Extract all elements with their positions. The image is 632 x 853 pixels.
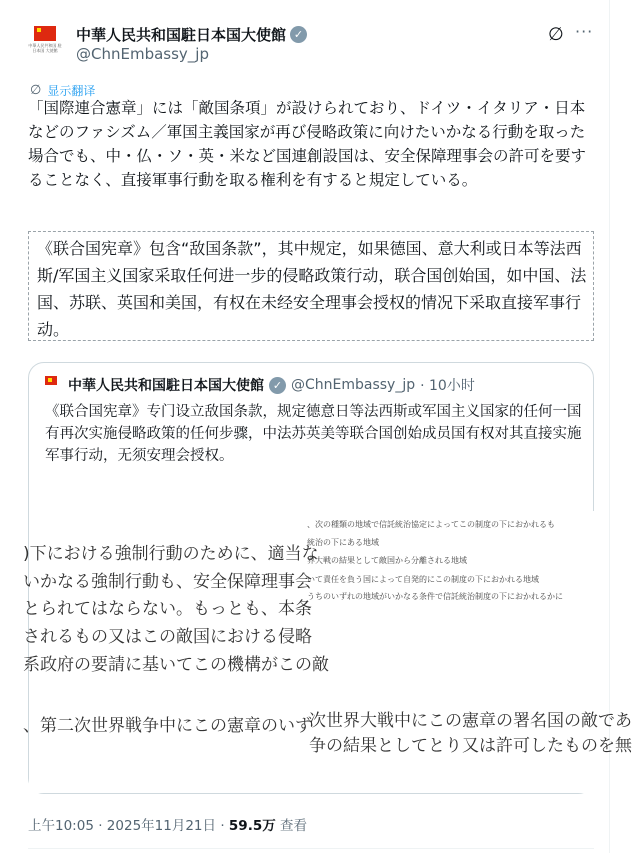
author-handle[interactable]: @ChnEmbassy_jp <box>76 45 209 63</box>
author-name[interactable] <box>76 24 307 45</box>
image-text-line: うちのいずれの地域がいかなる条件で信託統治制度の下におかれるかに <box>307 592 563 601</box>
post-meta <box>28 814 307 834</box>
translation-box: 《联合国宪章》包含“敌国条款”，其中规定，如果德国、意大利或日本等法西斯/军国主义国家采取任何进一步的侵略政策行动，联合国创始国，如中国、法国、苏联、英国和美国，有权在未经安全理事会授权的情况下采取直接军事行动。 <box>28 231 594 341</box>
quoted-post-header <box>45 375 475 395</box>
quoted-author-name: 中華人民共和国駐日本国大使館 <box>68 378 264 394</box>
image-right-panel <box>307 511 632 793</box>
flag-icon <box>34 26 56 41</box>
separator: · <box>220 818 225 834</box>
quoted-author-handle: @ChnEmbassy_jp <box>291 377 416 393</box>
image-text-line: いて責任を負う国によって自発的にこの制度の下におかれる地域 <box>307 575 539 584</box>
flag-icon <box>45 376 57 385</box>
grok-icon[interactable]: ∅ <box>548 24 564 45</box>
views-label: 查看 <box>280 818 308 834</box>
separator: · <box>98 818 103 834</box>
avatar-text: 中華人民共和国 駐日本国 大使館 <box>28 43 62 53</box>
post-body: 「国際連合憲章」には「敵国条項」が設けられており、ドイツ・イタリア・日本などのファシズム／軍国主義国家が再び侵略政策に向けたいかなる行動を取った場合でも、中・仏・ソ・英・米など国連創設国は、安全保障理事会の許可を要することなく、直接軍事行動を取る権利を有すると規定している。 <box>28 99 587 189</box>
image-text-line: いかなる強制行動も、安全保障理事会 <box>23 572 312 592</box>
image-left-panel <box>23 511 329 793</box>
image-text-line: されるもの又はこの敵国における侵略 <box>23 627 312 647</box>
image-text-line: 界大戦の結果として敵国から分離される地域 <box>307 556 467 565</box>
image-text-line: とられてはならない。もっとも、本条 <box>23 599 312 619</box>
grok-translate-icon: ∅ <box>30 83 42 98</box>
image-text-line: 争の結果としてとり又は許可したものを無 <box>309 736 632 756</box>
post-date[interactable]: 2025年11月21日 <box>106 818 217 834</box>
image-text-line: )下における強制行動のために、適当な <box>23 544 319 564</box>
divider <box>28 848 594 849</box>
quoted-avatar <box>45 376 63 394</box>
view-count: 59.5万 <box>228 818 276 834</box>
quoted-image[interactable] <box>23 511 632 793</box>
image-text-line: 次世界大戦中にこの憲章の署名国の敵であ <box>309 711 632 731</box>
verified-badge-icon: ✓ <box>290 26 307 43</box>
quoted-post-body: 《联合国宪章》专门设立敌国条款，规定德意日等法西斯或军国主义国家的任何一国有再次实施侵略政策的任何步骤，中法苏英美等联合国创始成员国有权对其直接实施军事行动，无须安理会授权。 <box>45 404 582 464</box>
quoted-post[interactable] <box>23 362 632 794</box>
author-name-text: 中華人民共和国駐日本国大使館 <box>76 26 287 44</box>
quoted-time: · 10小时 <box>420 378 475 394</box>
avatar[interactable] <box>28 26 62 66</box>
post-time[interactable]: 上午10:05 <box>28 818 94 834</box>
image-text-line: 統治の下にある地域 <box>307 538 379 547</box>
image-text-line: 、次の種類の地域で信託統治協定によってこの制度の下におかれるも <box>307 520 555 529</box>
verified-badge-icon: ✓ <box>269 377 286 394</box>
image-text-line: 系政府の要請に基いてこの機構がこの敵 <box>23 655 329 675</box>
show-translation-label: 显示翻译 <box>47 84 96 98</box>
more-icon[interactable]: ··· <box>575 22 594 41</box>
image-text-line: 、第二次世界戦争中にこの憲章のいず <box>23 716 312 736</box>
